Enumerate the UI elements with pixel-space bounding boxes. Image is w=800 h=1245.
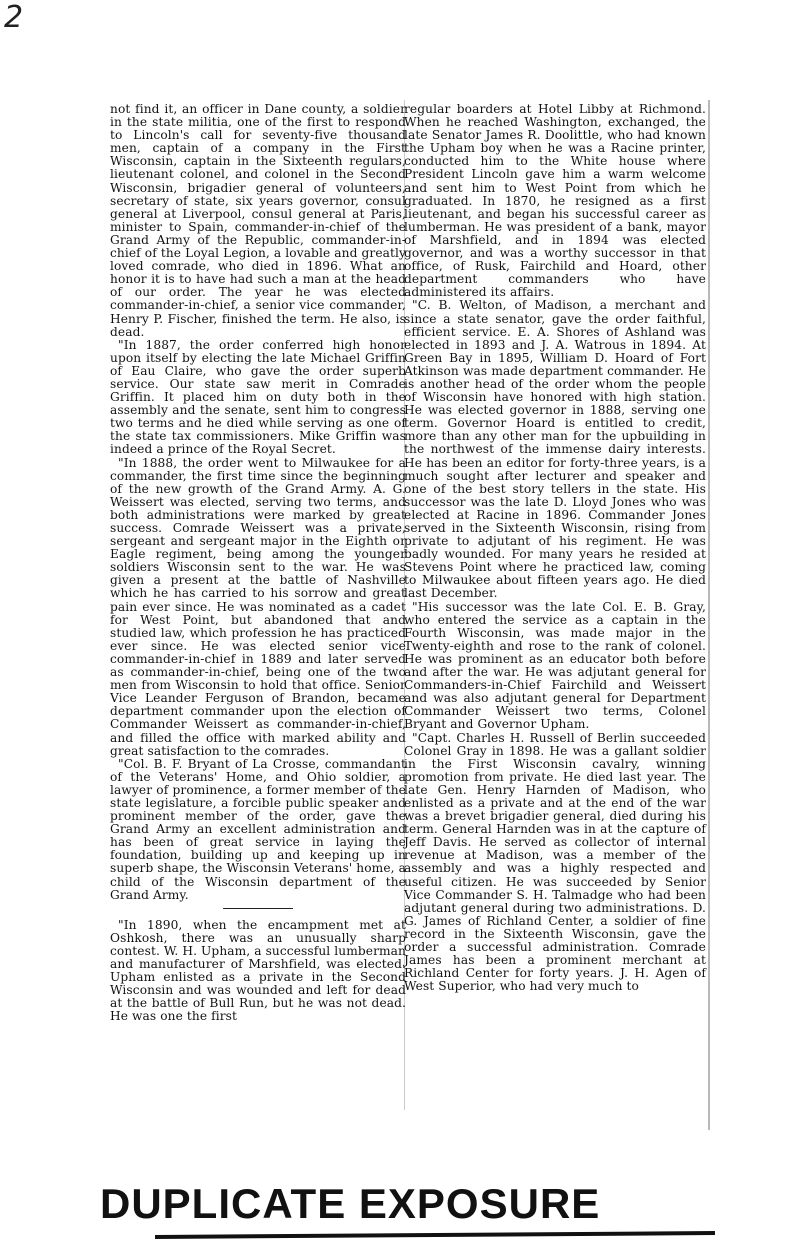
stamp-underline: [155, 1231, 715, 1239]
paragraph: "In 1887, the order conferred high honor upon itself by electing the late Michael Griffin of Eau Claire, who gave the order superb service. Our state saw merit in Comrade Griffin. It placed him on duty both in the assembly and the senate, sent him to congress two terms and he died while serving as one of the state tax commissioners. Mike Griffin was indeed a prince of the Royal Secret.: [110, 337, 406, 457]
duplicate-exposure-stamp: DUPLICATE EXPOSURE: [100, 1180, 601, 1227]
paragraph: regular boarders at Hotel Libby at Richmond. When he reached Washington, exchanged, the late Senator James R. Doolittle, who had known the Upham boy when he was a Racine printer, conducted him to the White house where President Lincoln gave him a warm welcome and sent him to West Point from which he graduated. In 1870, he resigned as a first lieutenant, and began his successful career as lumberman. He was president of a bank, mayor of Marshfield, and in 1894 was elected governor, and was a worthy successor in that office, of Rusk, Fairchild and Hoard, other department commanders who have administered its affairs.: [404, 102, 706, 300]
paragraph: "C. B. Welton, of Madison, a merchant and since a state senator, gave the order faithful, efficient service. E. A. Shores of Ashland was elected in 1893 and J. A. Watrous in 1894. At Green Bay in 1895, William D. Hoard of Fort Atkinson was made department commander. He is another head of the order whom the people of Wisconsin have honored with high station. He was elected governor in 1888, serving one term. Governor Hoard is entitled to credit, more than any other man for the upbuilding in the northwest of the immense dairy interests. He has been an editor for forty-three years, is a much sought after lecturer and speaker and one of the best story tellers in the state. His successor was the late D. Lloyd Jones who was elected at Racine in 1896. Commander Jones served in the Sixteenth Wisconsin, rising from private to adjutant of his regiment. He was badly wounded. For many years he resided at Stevens Point where he practiced law, coming to Milwaukee about fifteen years ago. He died last December.: [404, 298, 706, 601]
paragraph: "In 1890, when the encampment met at Oshkosh, there was an unusually sharp contest. W. H. Upham, a successful lumberman and manufacturer of Marshfield, was elected. Upham enlisted as a private in the Second Wisconsin and was wounded and left for dead at the battle of Bull Run, but he was not dead. He was one the first: [110, 917, 406, 1024]
page-number: 2: [4, 0, 24, 35]
paragraph: "In 1888, the order went to Milwaukee for a commander, the first time since the beginning of the new growth of the Grand Army. A. G. Weissert was elected, serving two terms, and both administrations were marked by great success. Comrade Weissert was a private, sergeant and sergeant major in the Eighth or Eagle regiment, being among the younger soldiers Wisconsin sent to the war. He was given a present at the battle of Nashville which he has carried to his sorrow and great pain ever since. He was nominated as a cadet for West Point, but abandoned that and studied law, which profession he has practiced ever since. He was elected senior vice commander-in-chief in 1889 and later served as commander-in-chief, being one of the two men from Wisconsin to hold that office. Senior Vice Leander Ferguson of Brandon, became department commander upon the election of Commander Weissert as commander-in-chief, and filled the office with marked ability and great satisfaction to the comrades.: [110, 455, 406, 758]
article-column-left: [110, 103, 406, 1023]
section-rule: [223, 908, 293, 909]
paragraph: "Col. B. F. Bryant of La Crosse, commandant of the Veterans' Home, and Ohio soldier, a lawyer of prominence, a former member of the state legislature, a forcible public speaker and prominent member of the order, gave the Grand Army an excellent administration and has been of great service in laying the foundation, building up and keeping up in superb shape, the Wisconsin Veterans' home, a child of the Wisconsin department of the Grand Army.: [110, 756, 406, 902]
page-edge-rule: [708, 100, 710, 1130]
paragraph: not find it, an officer in Dane county, a soldier in the state militia, one of the first to respond to Lincoln's call for seventy-five thousand men, captain of a company in the First Wisconsin, captain in the Sixteenth regulars, lieutenant colonel, and colonel in the Second Wisconsin, brigadier general of volunteers, secretary of state, six years governor, consul general at Liverpool, consul general at Paris, minister to Spain, commander-in-chief of the Grand Army of the Republic, commander-in-chief of the Loyal Legion, a lovable and greatly loved comrade, who died in 1896. What an honor it is to have had such a man at the head of our order. The year he was elected commander-in-chief, a senior vice commander, Henry P. Fischer, finished the term. He also, is dead.: [110, 102, 406, 339]
article-column-right: [404, 103, 706, 993]
paragraph: "His successor was the late Col. E. B. Gray, who entered the service as a captain in the Fourth Wisconsin, was made major in the Twenty-eighth and rose to the rank of colonel. He was prominent as an educator both before and after the war. He was adjutant general for Commanders-in-Chief Fairchild and Weissert and was also adjutant general for Department Commander Weissert two terms, Colonel Bryant and Governor Upham.: [404, 599, 706, 732]
paragraph: "Capt. Charles H. Russell of Berlin succeeded Colonel Gray in 1898. He was a gallant soldier in the First Wisconsin cavalry, winning promotion from private. He died last year. The late Gen. Henry Harnden of Madison, who enlisted as a private and at the end of the war was a brevet brigadier general, died during his term. General Harnden was in at the capture of Jeff Davis. He served as collector of internal revenue at Madison, was a member of the assembly and was a highly respected and useful citizen. He was succeeded by Senior Vice Commander S. H. Talmadge who had been adjutant general during two administrations. D. G. James of Richland Center, a soldier of fine record in the Sixteenth Wisconsin, gave the order a successful administration. Comrade James has been a prominent merchant at Richland Center for forty years. J. H. Agen of West Superior, who had very much to: [404, 730, 706, 994]
